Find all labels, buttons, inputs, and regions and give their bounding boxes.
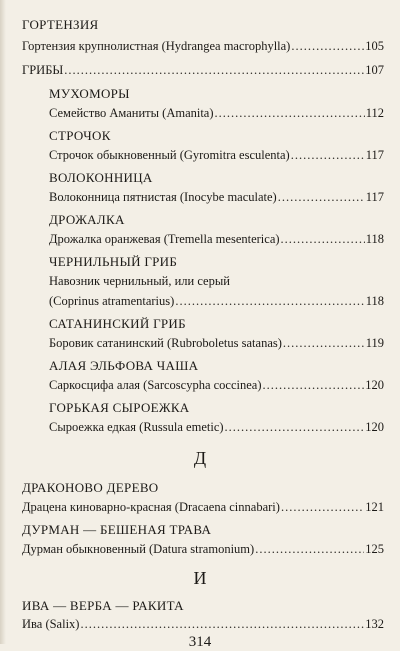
entry-title: Дрожалка оранжевая (Tremella mesenterica) bbox=[49, 232, 280, 246]
subsection-heading: ГОРЬКАЯ СЫРОЕЖКА bbox=[49, 400, 190, 415]
entry-page: 107 bbox=[365, 63, 384, 77]
section-heading: ДРАКОНОВО ДЕРЕВО bbox=[22, 480, 159, 495]
entry-page: 125 bbox=[365, 542, 384, 556]
entry-page: 118 bbox=[365, 232, 384, 246]
leader-dots bbox=[278, 190, 365, 205]
leader-dots bbox=[215, 106, 365, 121]
section-heading: ГОРТЕНЗИЯ bbox=[22, 17, 99, 32]
entry-page: 120 bbox=[365, 420, 384, 434]
subsection-heading: ДРОЖАЛКА bbox=[49, 212, 125, 227]
leader-dots bbox=[175, 294, 364, 309]
entry-title: Волоконница пятнистая (Inocybe maculate) bbox=[49, 190, 277, 204]
entry-title: (Coprinus atramentarius) bbox=[49, 294, 175, 308]
entry-title: Ива (Salix) bbox=[22, 617, 80, 631]
entry-page: 119 bbox=[365, 336, 384, 350]
leader-dots bbox=[80, 617, 364, 632]
entry-page: 132 bbox=[365, 617, 384, 631]
entry-page: 105 bbox=[365, 39, 384, 53]
leader-dots bbox=[225, 420, 365, 435]
leader-dots bbox=[291, 39, 364, 54]
toc-entry-gribi bbox=[22, 63, 384, 78]
entry-page: 118 bbox=[365, 294, 384, 308]
toc-entry bbox=[49, 378, 384, 393]
toc-entry bbox=[49, 294, 384, 309]
entry-title: Строчок обыкновенный (Gyromitra esculenta) bbox=[49, 148, 290, 162]
entry-title: Гортензия крупнолистная (Hydrangea macrophylla) bbox=[22, 39, 291, 53]
entry-page: 117 bbox=[365, 148, 384, 162]
toc-entry bbox=[49, 106, 384, 121]
leader-dots bbox=[283, 336, 365, 351]
toc-entry bbox=[22, 500, 384, 515]
leader-dots bbox=[281, 500, 364, 515]
toc-entry bbox=[22, 617, 384, 632]
alphabet-letter-i: И bbox=[193, 568, 207, 588]
toc-entry bbox=[49, 336, 384, 351]
leader-dots bbox=[281, 232, 365, 247]
entry-page: 117 bbox=[365, 190, 384, 204]
leader-dots bbox=[291, 148, 365, 163]
toc-entry bbox=[22, 542, 384, 557]
entry-page: 120 bbox=[365, 378, 384, 392]
entry-title: Сыроежка едкая (Russula emetic) bbox=[49, 420, 224, 434]
leader-dots bbox=[64, 63, 364, 78]
toc-entry bbox=[49, 190, 384, 205]
entry-title: Саркосцифа алая (Sarcoscypha coccinea) bbox=[49, 378, 262, 392]
subsection-heading: ЧЕРНИЛЬНЫЙ ГРИБ bbox=[49, 254, 178, 269]
subsection-heading: СТРОЧОК bbox=[49, 128, 111, 143]
entry-title: Драцена киноварно-красная (Dracaena cinnabari) bbox=[22, 500, 280, 514]
subsection-heading: АЛАЯ ЭЛЬФОВА ЧАША bbox=[49, 358, 199, 373]
alphabet-letter-d: Д bbox=[193, 448, 207, 468]
entry-title: Семейство Аманиты (Amanita) bbox=[49, 106, 214, 120]
entry-title: Боровик сатанинский (Rubroboletus satanas) bbox=[49, 336, 282, 350]
leader-dots bbox=[255, 542, 364, 557]
subsection-heading: САТАНИНСКИЙ ГРИБ bbox=[49, 316, 186, 331]
entry-page: 121 bbox=[365, 500, 384, 514]
entry-title-line: Навозник чернильный, или серый bbox=[49, 274, 230, 288]
page-number: 314 bbox=[188, 634, 212, 650]
toc-entry bbox=[49, 148, 384, 163]
toc-entry bbox=[22, 39, 384, 54]
section-heading: ДУРМАН — БЕШЕНАЯ ТРАВА bbox=[22, 522, 212, 537]
toc-entry bbox=[49, 232, 384, 247]
entry-title: ГРИБЫ bbox=[22, 63, 64, 77]
entry-page: 112 bbox=[365, 106, 384, 120]
subsection-heading: ВОЛОКОННИЦА bbox=[49, 170, 153, 185]
leader-dots bbox=[263, 378, 365, 393]
subsection-heading: МУХОМОРЫ bbox=[49, 86, 130, 101]
toc-entry bbox=[49, 420, 384, 435]
section-heading: ИВА — ВЕРБА — РАКИТА bbox=[22, 598, 184, 613]
entry-title: Дурман обыкновенный (Datura stramonium) bbox=[22, 542, 255, 556]
